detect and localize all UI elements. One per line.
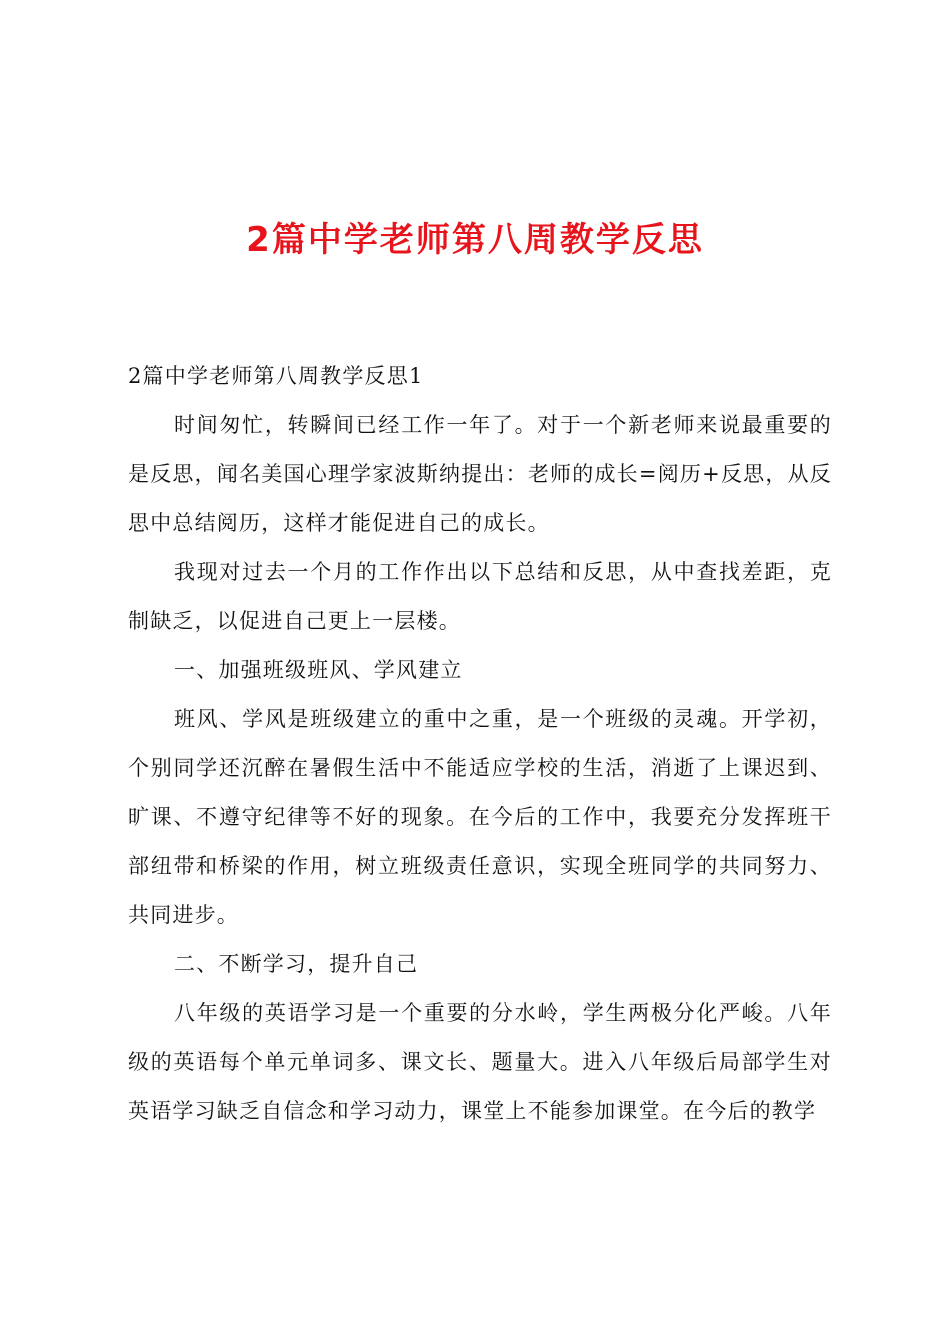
section-heading: 2篇中学老师第八周教学反思1 xyxy=(128,364,424,388)
paragraph-3: 班风、学风是班级建立的重中之重，是一个班级的灵魂。开学初，个别同学还沉醉在暑假生活中不能适应学校的生活，消逝了上课迟到、旷课、不遵守纪律等不好的现象。在今后的工作中，我要充分发挥班干部纽带和桥梁的作用，树立班级责任意识，实现全班同学的共同努力、共同进步。 xyxy=(128,707,832,927)
document-title: 2篇中学老师第八周教学反思 xyxy=(246,220,704,260)
paragraph-1: 时间匆忙，转瞬间已经工作一年了。对于一个新老师来说最重要的是反思，闻名美国心理学家波斯纳提出：老师的成长=阅历+反思，从反思中总结阅历，这样才能促进自己的成长。 xyxy=(128,413,832,535)
subheading-1: 一、加强班级班风、学风建立 xyxy=(174,658,463,682)
paragraph-2: 我现对过去一个月的工作作出以下总结和反思，从中查找差距，克制缺乏，以促进自己更上一层楼。 xyxy=(128,560,832,633)
document-body xyxy=(128,352,832,1136)
subheading-2: 二、不断学习，提升自己 xyxy=(174,952,419,976)
paragraph-4: 八年级的英语学习是一个重要的分水岭，学生两极分化严峻。八年级的英语每个单元单词多、课文长、题量大。进入八年级后局部学生对英语学习缺乏自信念和学习动力，课堂上不能参加课堂。在今后的教学 xyxy=(128,1001,832,1123)
